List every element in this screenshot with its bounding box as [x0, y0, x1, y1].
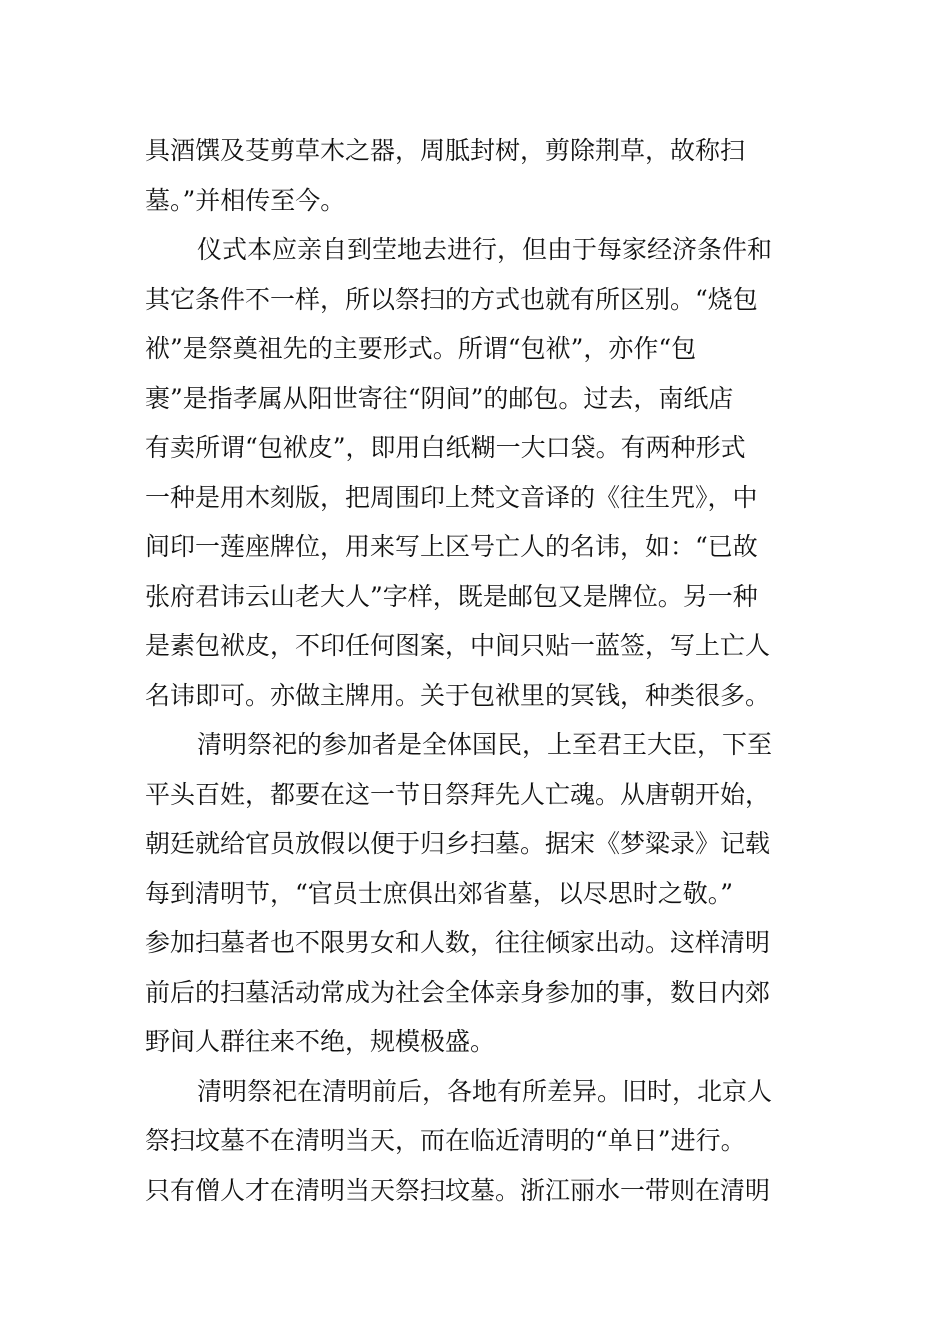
text-line: 墓。”并相传至今。 [145, 185, 346, 215]
text-line: 名讳即可。亦做主牌用。关于包袱里的冥钱，种类很多。 [145, 680, 771, 710]
text-line: 裹”是指孝属从阳世寄往“阴间”的邮包。过去，南纸店 [145, 383, 734, 413]
paragraph-start-line: 清明祭祀的参加者是全体国民，上至君王大臣，下至 [197, 730, 773, 759]
text-line: 是素包袱皮，不印任何图案，中间只贴一蓝签，写上亡人 [145, 631, 771, 660]
text-line: 张府君讳云山老大人”字样，既是邮包又是牌位。另一种 [145, 581, 758, 611]
text-line: 袱”是祭奠祖先的主要形式。所谓“包袱”，亦作“包 [145, 334, 697, 363]
text-line: 只有僧人才在清明当天祭扫坟墓。浙江丽水一带则在清明 [145, 1175, 771, 1205]
text-line: 具酒馔及芟剪草木之器，周胝封树，剪除荆草，故称扫 [145, 136, 746, 165]
text-line: 每到清明节，“官员士庶俱出郊省墓，以尽思时之敬。” [145, 878, 734, 908]
text-line: 有卖所谓“包袱皮”，即用白纸糊一大口袋。有两种形式 [145, 433, 746, 462]
text-line: 参加扫墓者也不限男女和人数，往往倾家出动。这样清明 [145, 928, 771, 957]
paragraph-start-line: 清明祭祀在清明前后，各地有所差异。旧时，北京人 [197, 1076, 773, 1106]
text-line: 平头百姓，都要在这一节日祭拜先人亡魂。从唐朝开始， [145, 779, 771, 809]
text-line: 前后的扫墓活动常成为社会全体亲身参加的事，数日内郊 [145, 977, 771, 1007]
paragraph-start-line: 仪式本应亲自到茔地去进行，但由于每家经济条件和 [197, 235, 773, 264]
text-line: 其它条件不一样，所以祭扫的方式也就有所区别。“烧包 [145, 284, 758, 314]
text-line: 间印一莲座牌位，用来写上区号亡人的名讳，如：“已故 [145, 532, 758, 561]
text-line: 一种是用木刻版，把周围印上梵文音译的《往生咒》，中 [145, 482, 758, 512]
text-line: 祭扫坟墓不在清明当天，而在临近清明的“单日”进行。 [145, 1126, 746, 1155]
body-text [145, 126, 810, 1215]
text-line: 野间人群往来不绝，规模极盛。 [145, 1027, 496, 1056]
text-line: 朝廷就给官员放假以便于归乡扫墓。据宋《梦粱录》记载 [145, 829, 771, 858]
